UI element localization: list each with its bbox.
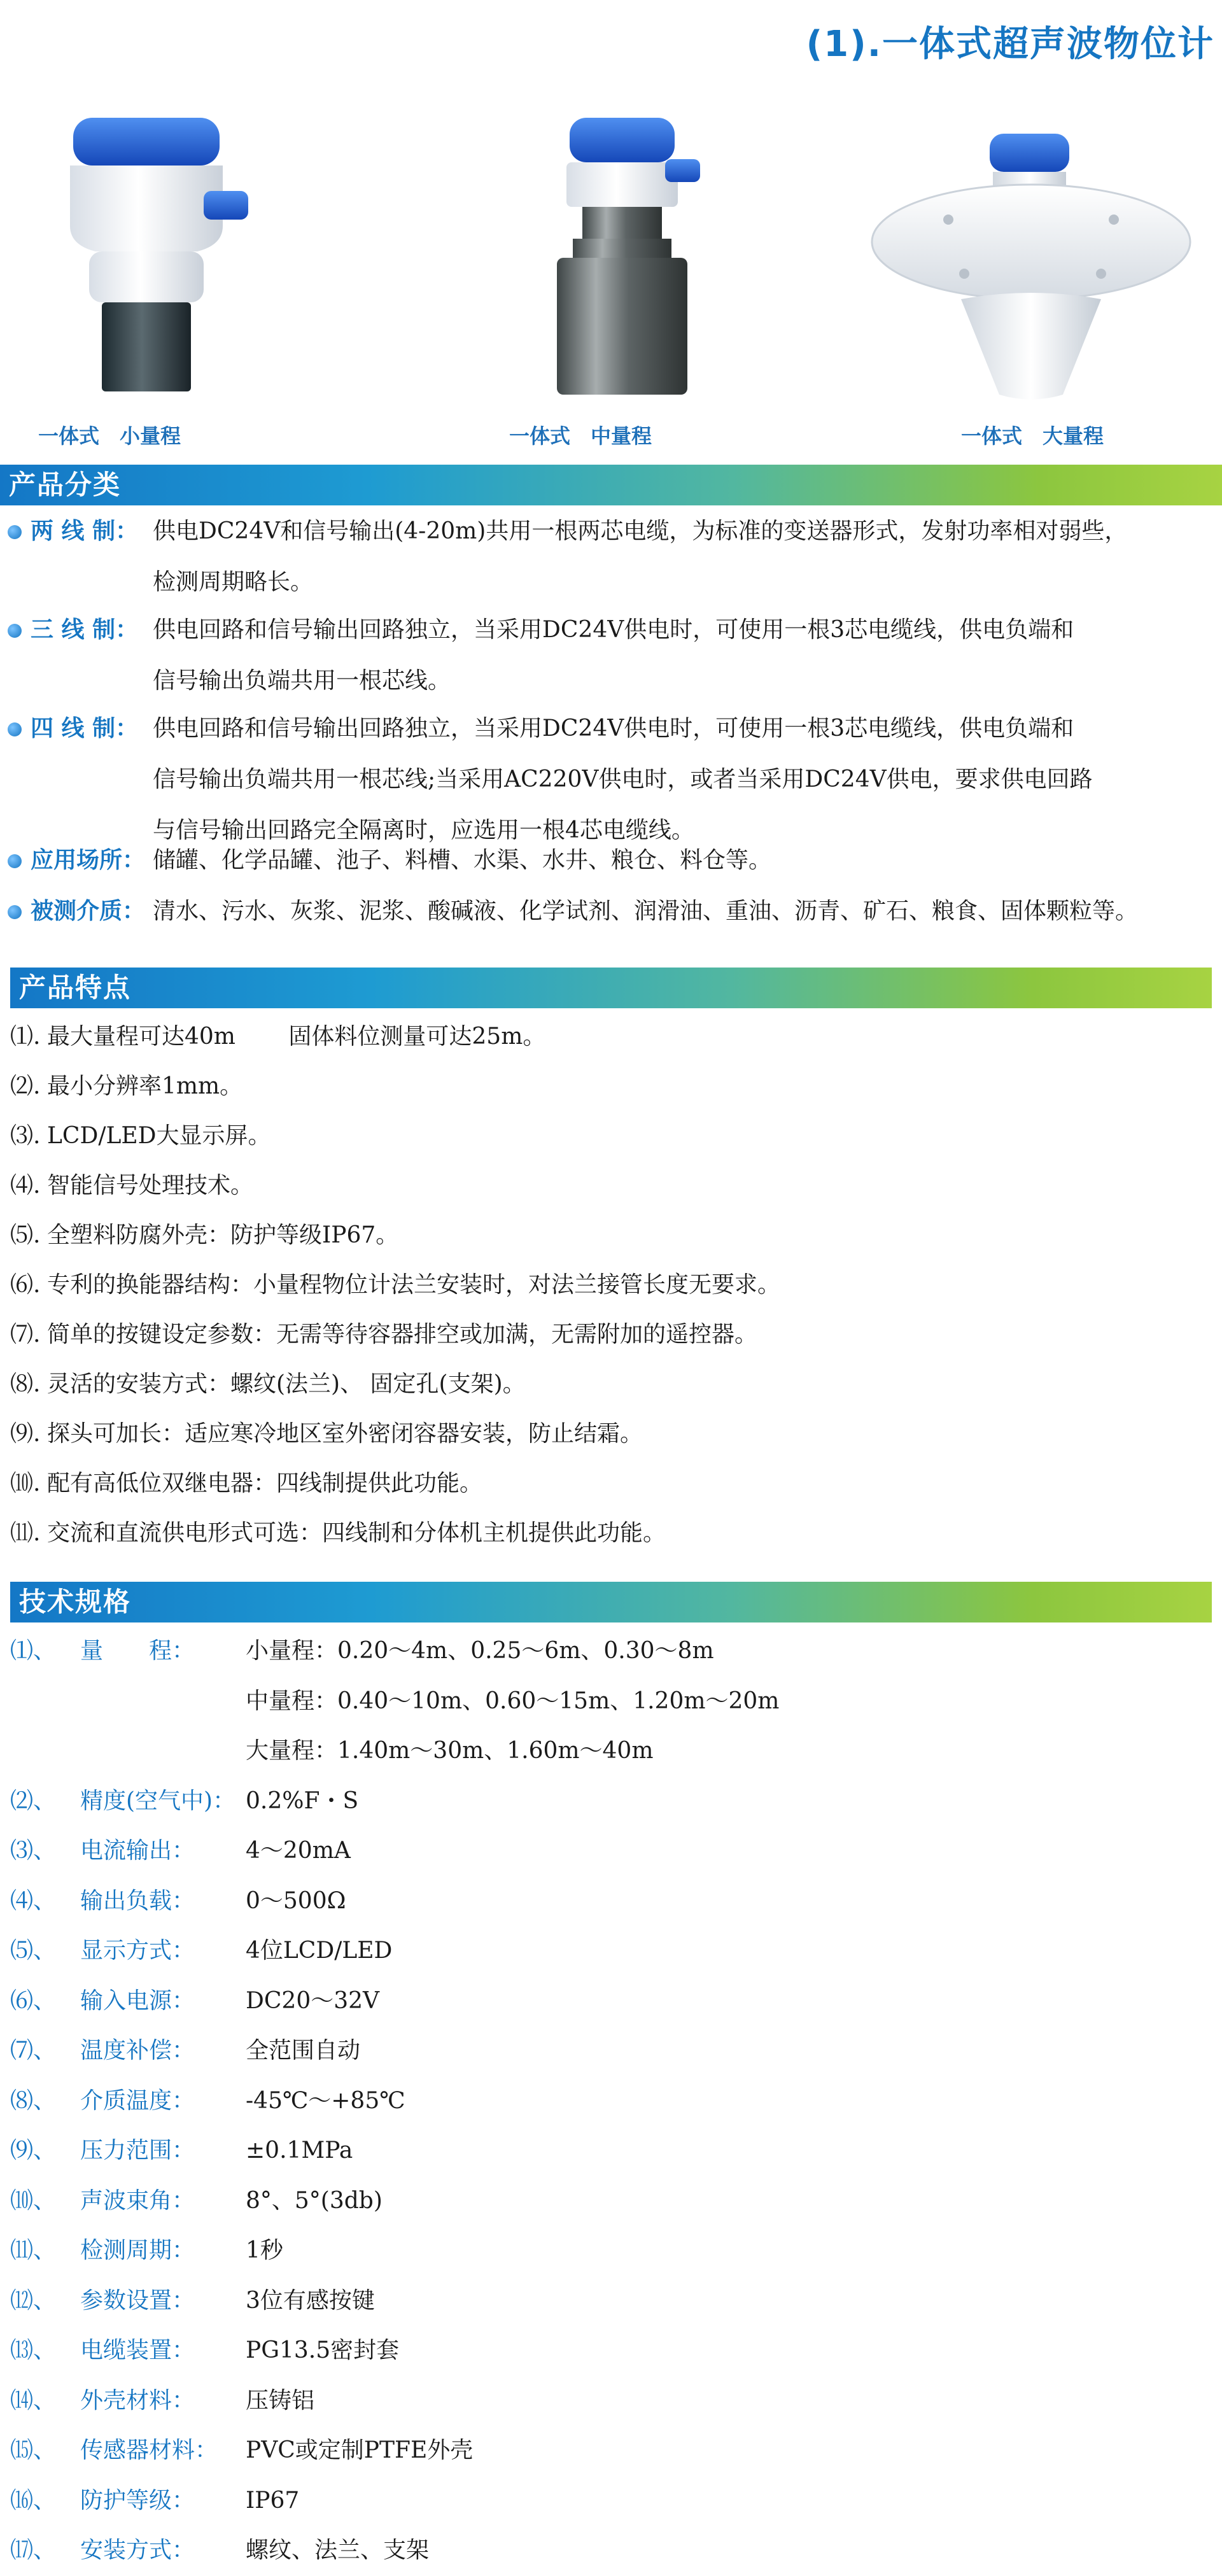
spec-row	[10, 1876, 1207, 1927]
spec-value: 中量程：0.40～10m、0.60～15m、1.20m～20m	[246, 1687, 780, 1714]
spec-number: ⒂、	[10, 2437, 57, 2463]
spec-value: 1秒	[246, 2237, 283, 2263]
spec-label: 电流输出：	[80, 1838, 195, 1864]
bullet-icon	[8, 854, 22, 868]
spec-value: 大量程：1.40m～30m、1.60m～40m	[246, 1738, 654, 1764]
spec-value: IP67	[246, 2487, 300, 2514]
product-caption: 一体式 大量程	[961, 424, 1104, 448]
product-caption: 一体式 小量程	[38, 424, 181, 448]
bullet-icon	[8, 525, 22, 539]
spec-label: 输出负载：	[80, 1887, 195, 1914]
spec-value: -45℃～+85℃	[246, 2087, 405, 2114]
classification-label: 被测介质：	[31, 898, 146, 924]
classification-line: 与信号输出回路完全隔离时，应选用一根4芯电缆线。	[153, 817, 694, 843]
spec-row	[10, 2176, 1207, 2227]
spec-number: ⑽、	[10, 2187, 57, 2214]
spec-number: ⑺、	[10, 2038, 57, 2064]
classification-label: 四 线 制：	[31, 715, 139, 742]
spec-row	[10, 2526, 1207, 2576]
product-large-range	[853, 95, 1209, 452]
spec-number: ⑵、	[10, 1787, 57, 1814]
section-title: 产品特点	[19, 972, 132, 1003]
spec-row	[10, 2326, 1207, 2376]
spec-label: 精度(空气中)：	[80, 1787, 236, 1814]
spec-value: 4～20mA	[246, 1838, 351, 1864]
feature-item: ⑴. 最大量程可达40m 固体料位测量可达25m。	[10, 1024, 546, 1050]
classification-line: 检测周期略长。	[153, 569, 314, 595]
section-header-classification	[0, 465, 1222, 505]
product-caption: 一体式 中量程	[509, 424, 652, 448]
spec-row	[10, 2376, 1207, 2426]
spec-row	[10, 1926, 1207, 1976]
spec-value: PG13.5密封套	[246, 2337, 400, 2363]
spec-row	[10, 2226, 1207, 2276]
section-header-features	[10, 968, 1212, 1008]
spec-value: 压铸铝	[246, 2387, 315, 2414]
classification-label: 两 线 制：	[31, 518, 139, 544]
feature-item: ⑷. 智能信号处理技术。	[10, 1172, 254, 1199]
section-header-specs	[10, 1582, 1212, 1622]
classification-line: 供电回路和信号输出回路独立，当采用DC24V供电时，可使用一根3芯电缆线，供电负端和	[153, 715, 1074, 742]
spec-value: PVC或定制PTFE外壳	[246, 2437, 474, 2463]
medium-range-level-meter-photo	[496, 95, 776, 414]
classification-line: 供电DC24V和信号输出(4-20m)共用一根两芯电缆，为标准的变送器形式，发射功率相对弱些，	[153, 518, 1128, 544]
spec-row	[10, 2426, 1207, 2476]
spec-row	[10, 1626, 1207, 1677]
spec-label: 介质温度：	[80, 2087, 195, 2114]
spec-number: ⒃、	[10, 2487, 57, 2514]
spec-value: ±0.1MPa	[246, 2137, 353, 2164]
spec-number: ⑹、	[10, 1987, 57, 2014]
classification-line: 清水、污水、灰浆、泥浆、酸碱液、化学试剂、润滑油、重油、沥青、矿石、粮食、固体颗粒等。	[153, 898, 1139, 924]
spec-label: 检测周期：	[80, 2237, 195, 2263]
spec-label: 参数设置：	[80, 2287, 195, 2314]
spec-value: 小量程：0.20～4m、0.25～6m、0.30～8m	[246, 1638, 714, 1664]
feature-item: ⑻. 灵活的安装方式：螺纹(法兰)、 固定孔(支架)。	[10, 1371, 526, 1397]
spec-label: 显示方式：	[80, 1938, 195, 1964]
section-title: 技术规格	[19, 1586, 132, 1617]
spec-number: ⒁、	[10, 2387, 57, 2414]
spec-label: 压力范围：	[80, 2137, 195, 2164]
spec-value: 0～500Ω	[246, 1887, 346, 1914]
classification-line: 信号输出负端共用一根芯线;当采用AC220V供电时，或者当采用DC24V供电，要求供电回路	[153, 766, 1093, 792]
product-medium-range	[496, 95, 827, 452]
spec-number: ⑶、	[10, 1838, 57, 1864]
specs-table	[10, 1626, 1207, 2576]
spec-row	[10, 2126, 1207, 2176]
spec-row	[10, 1726, 1207, 1777]
spec-row	[10, 1826, 1207, 1876]
spec-number: ⑼、	[10, 2137, 57, 2164]
spec-label: 量 程：	[80, 1638, 195, 1664]
spec-label: 安装方式：	[80, 2537, 195, 2563]
spec-number: ⑾、	[10, 2237, 57, 2263]
spec-row	[10, 2276, 1207, 2326]
spec-label: 电缆装置：	[80, 2337, 195, 2363]
classification-line: 储罐、化学品罐、池子、料槽、水渠、水井、粮仓、料仓等。	[153, 847, 772, 873]
spec-number: ⒄、	[10, 2537, 57, 2563]
spec-value: 3位有感按键	[246, 2287, 375, 2314]
feature-item: ⑼. 探头可加长：适应寒冷地区室外密闭容器安装，防止结霜。	[10, 1421, 643, 1447]
bullet-icon	[8, 624, 22, 638]
classification-label: 应用场所：	[31, 847, 146, 873]
feature-item: ⑵. 最小分辨率1mm。	[10, 1073, 243, 1099]
spec-row	[10, 1677, 1207, 1727]
spec-number: ⑻、	[10, 2087, 57, 2114]
spec-label: 传感器材料：	[80, 2437, 218, 2463]
feature-item: ⑹. 专利的换能器结构：小量程物位计法兰安装时，对法兰接管长度无要求。	[10, 1272, 781, 1298]
classification-line: 信号输出负端共用一根芯线。	[153, 668, 451, 694]
spec-value: 8°、5°(3db)	[246, 2187, 383, 2214]
spec-number: ⑷、	[10, 1887, 57, 1914]
spec-number: ⑸、	[10, 1938, 57, 1964]
spec-number: ⑿、	[10, 2287, 57, 2314]
spec-label: 防护等级：	[80, 2487, 195, 2514]
spec-value: DC20～32V	[246, 1987, 380, 2014]
spec-row	[10, 2476, 1207, 2526]
spec-value: 4位LCD/LED	[246, 1938, 393, 1964]
bullet-icon	[8, 722, 22, 736]
feature-item: ⑺. 简单的按键设定参数：无需等待容器排空或加满，无需附加的遥控器。	[10, 1321, 758, 1348]
bullet-icon	[8, 905, 22, 919]
spec-value: 0.2%F・S	[246, 1787, 359, 1814]
spec-row	[10, 2026, 1207, 2076]
spec-label: 外壳材料：	[80, 2387, 195, 2414]
features-list	[10, 1012, 1207, 1558]
spec-number: ⑴、	[10, 1638, 57, 1664]
classification-line: 供电回路和信号输出回路独立，当采用DC24V供电时，可使用一根3芯电缆线，供电负端和	[153, 617, 1074, 643]
spec-value: 全范围自动	[246, 2038, 361, 2064]
page-title: (1).一体式超声波物位计	[806, 24, 1214, 65]
spec-value: 螺纹、法兰、支架	[246, 2537, 430, 2563]
section-title: 产品分类	[9, 469, 122, 500]
feature-item: ⑾. 交流和直流供电形式可选：四线制和分体机主机提供此功能。	[10, 1520, 666, 1546]
spec-row	[10, 1777, 1207, 1827]
large-range-level-meter-photo	[853, 95, 1209, 414]
small-range-level-meter-photo	[13, 95, 331, 414]
feature-item: ⑸. 全塑料防腐外壳：防护等级IP67。	[10, 1222, 399, 1248]
spec-label: 输入电源：	[80, 1987, 195, 2014]
spec-label: 声波束角：	[80, 2187, 195, 2214]
feature-item: ⑽. 配有高低位双继电器：四线制提供此功能。	[10, 1470, 483, 1496]
classification-label: 三 线 制：	[31, 617, 139, 643]
spec-row	[10, 1976, 1207, 2027]
spec-row	[10, 2076, 1207, 2127]
feature-item: ⑶. LCD/LED大显示屏。	[10, 1123, 271, 1149]
spec-label: 温度补偿：	[80, 2038, 195, 2064]
spec-number: ⒀、	[10, 2337, 57, 2363]
product-small-range	[13, 95, 344, 452]
